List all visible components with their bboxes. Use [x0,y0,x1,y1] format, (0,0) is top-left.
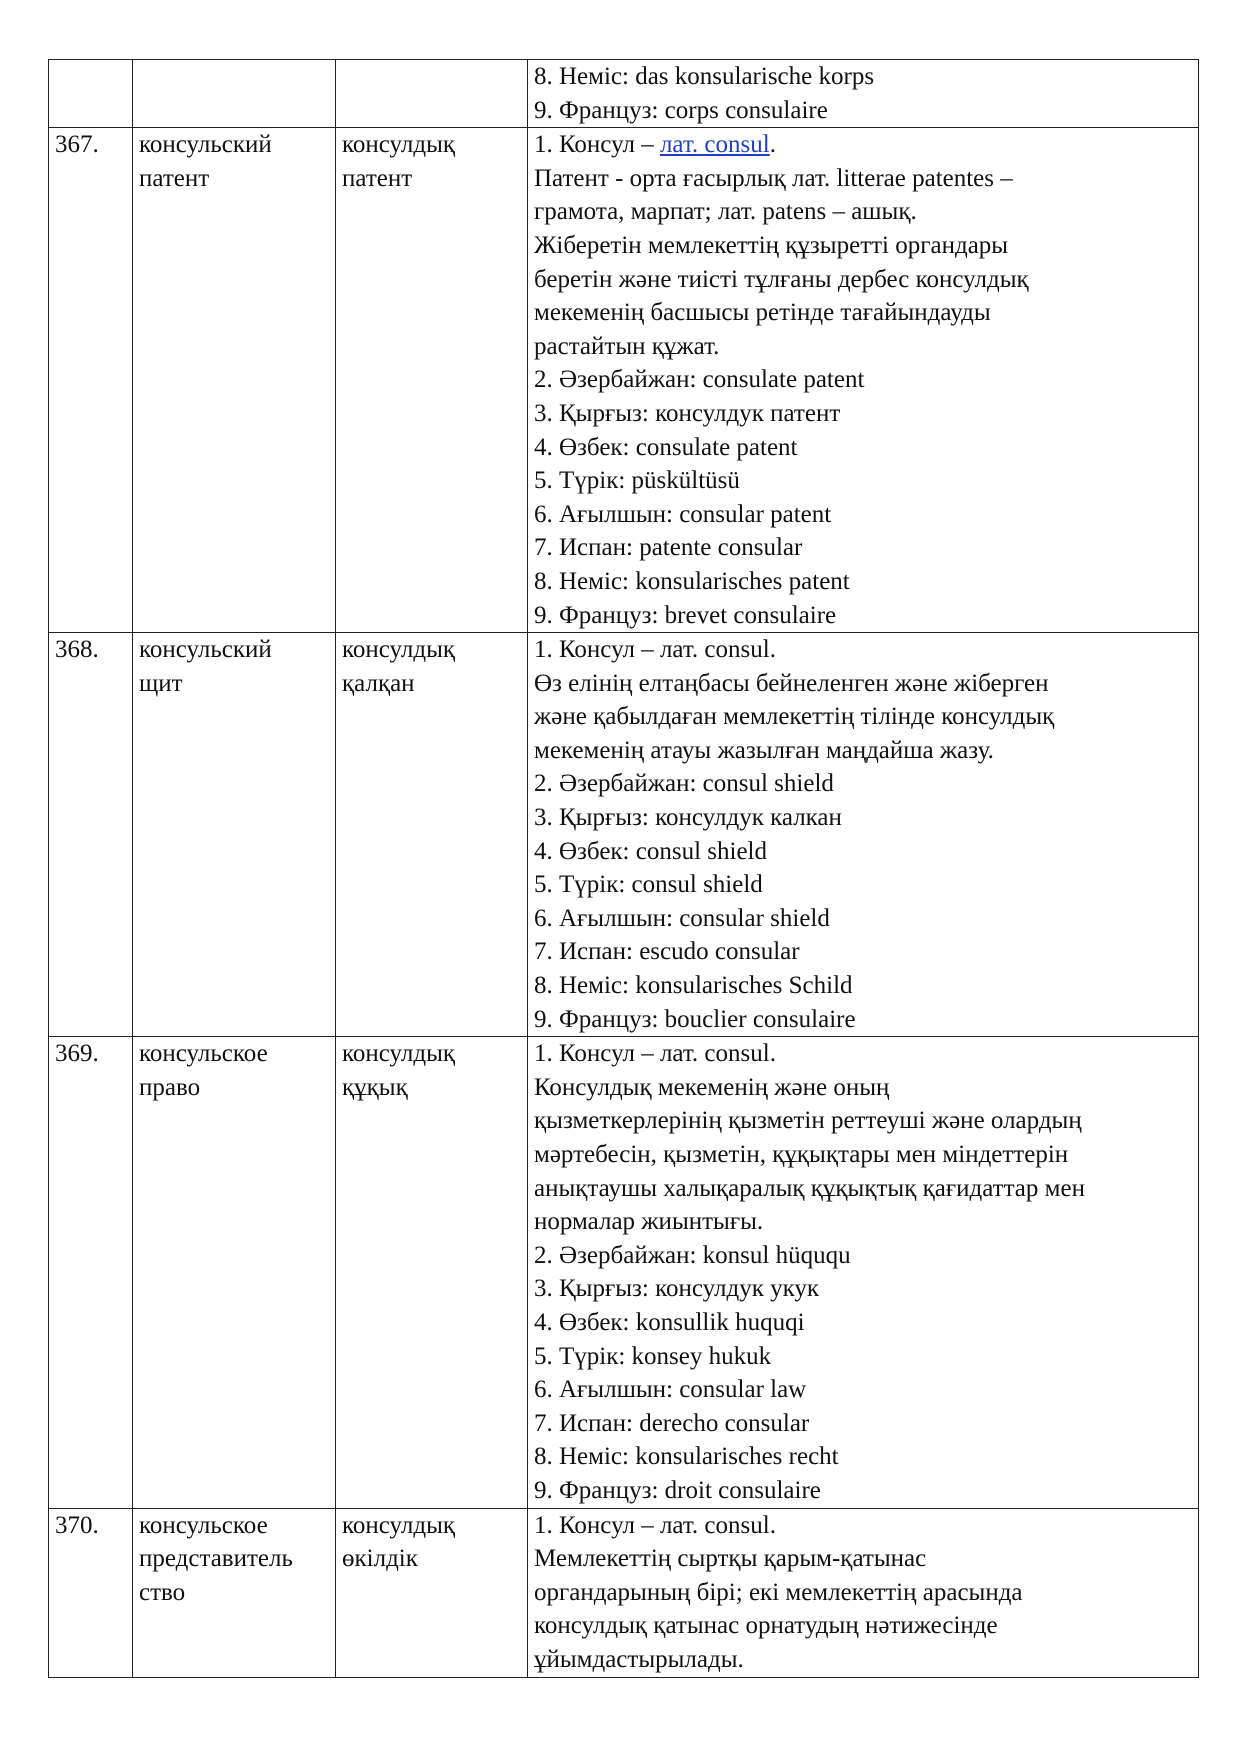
kazakh-term-line: құқық [342,1073,408,1101]
translation-line: 3. Қырғыз: консулдук патент [534,399,841,427]
definition-line: Өз елінің елтаңбасы бейнеленген және жіберген [534,669,1049,697]
definition-line: органдарының бірі; екі мемлекеттің арасында [534,1578,1023,1606]
entry-number: 369. [55,1040,99,1068]
translation-line: 4. Өзбек: consul shield [534,837,767,865]
entry-number: 368. [55,636,99,664]
definition-line: грамота, марпат; лат. patens – ашық. [534,198,917,226]
entry-number-cell [49,128,133,633]
definition-line: және қабылдаған мемлекеттің тілінде консулдық [534,703,1055,731]
kazakh-term-line: консулдық [342,1040,456,1068]
entry-number-cell [49,60,133,128]
russian-term-line: ство [139,1578,186,1606]
definition-line: қызметкерлерінің қызметін реттеуші және олардың [534,1107,1082,1135]
translation-line: 9. Француз: bouclier consulaire [534,1005,856,1033]
russian-term-line: консульское [139,1511,268,1539]
definition-line: беретін және тиісті тұлғаны дербес консулдық [534,265,1029,293]
translation-line-german: 8. Неміс: das konsularische korps [534,63,875,90]
translation-line: 7. Испан: patente consular [534,534,803,562]
translation-line: 5. Түрік: püskültüsü [534,467,740,495]
translation-line: 6. Ағылшын: consular law [534,1376,807,1404]
translation-line: 8. Неміс: konsularisches recht [534,1443,839,1471]
kazakh-term-cell [336,128,528,633]
kazakh-term-cell [336,633,528,1037]
definition-line: Мемлекеттің сыртқы қарым-қатынас [534,1545,927,1573]
entry-number: 370. [55,1511,99,1539]
translation-line: 2. Әзербайжан: konsul hüququ [534,1241,851,1269]
translation-line: 2. Әзербайжан: consul shield [534,770,834,798]
translation-line: 9. Француз: brevet consulaire [534,601,837,629]
table-row [49,633,1199,1037]
translation-line: 8. Неміс: konsularisches patent [534,567,850,595]
kazakh-term-line: патент [342,164,413,192]
definition-line: мәртебесін, қызметін, құқықтары мен міндеттерін [534,1141,1069,1168]
table-row [49,1508,1199,1677]
russian-term-line: консульское [139,1040,268,1068]
etymology-line: 1. Консул – лат. consul. [534,131,776,159]
definition-cell [528,633,1199,1037]
table-row [49,1037,1199,1508]
etymology-line: 1. Консул – лат. consul. [534,1511,776,1539]
definition-line: мекеменің басшысы ретінде тағайындауды [534,299,991,327]
entry-number-cell [49,1037,133,1508]
russian-term-cell [133,633,336,1037]
russian-term-line: право [139,1073,201,1101]
etymology-line: 1. Консул – лат. consul. [534,636,776,664]
entry-number-cell [49,633,133,1037]
definition-line: Жіберетін мемлекеттің құзыретті органдары [534,231,1009,259]
kazakh-term-line: консулдық [342,636,456,664]
translation-line: 5. Түрік: konsey hukuk [534,1342,772,1370]
document-page [48,59,1198,1678]
definition-line: Консулдық мекеменің және оның [534,1073,890,1101]
etymology-line: 1. Консул – лат. consul. [534,1040,776,1068]
russian-term-cell [133,60,336,128]
kazakh-term-cell [336,1508,528,1677]
definition-cell [528,128,1199,633]
translation-line: 4. Өзбек: konsullik huquqi [534,1308,805,1336]
definition-cell [528,60,1199,128]
russian-term-line: щит [139,669,183,697]
definition-line: консулдық қатынас орнатудың нәтижесінде [534,1612,998,1640]
russian-term-line: консульский [139,636,272,664]
kazakh-term-line: консулдық [342,1511,456,1539]
translation-line: 3. Қырғыз: консулдук калкан [534,804,842,832]
translation-line: 2. Әзербайжан: consulate patent [534,366,865,394]
etymology-link[interactable]: лат. consul [659,131,770,159]
kazakh-term-cell [336,60,528,128]
definition-line: анықтаушы халықаралық құқықтық қағидаттар мен [534,1174,1085,1202]
definition-cell [528,1508,1199,1677]
translation-line: 8. Неміс: konsularisches Schild [534,972,853,1000]
definition-line: Патент - орта ғасырлық лат. litterae patentes – [534,164,1013,192]
entry-number: 367. [55,131,99,159]
translation-line: 4. Өзбек: consulate patent [534,433,798,461]
table-row [49,128,1199,633]
definition-line: ұйымдастырылады. [534,1645,744,1673]
russian-term-line: патент [139,164,210,192]
definition-line: растайтын құжат. [534,332,720,360]
definition-line: мекеменің атауы жазылған маңдайша жазу. [534,736,994,764]
kazakh-term-cell [336,1037,528,1508]
translation-line: 6. Ағылшын: consular patent [534,500,832,528]
entry-number-cell [49,1508,133,1677]
kazakh-term-line: қалқан [342,669,415,697]
translation-line-french: 9. Француз: corps consulaire [534,96,828,124]
translation-line: 7. Испан: derecho consular [534,1409,810,1437]
russian-term-line: консульский [139,131,272,159]
russian-term-cell [133,1037,336,1508]
russian-term-cell [133,128,336,633]
kazakh-term-line: консулдық [342,131,456,159]
translation-line: 3. Қырғыз: консулдук укук [534,1275,820,1303]
definition-cell [528,1037,1199,1508]
translation-line: 5. Түрік: consul shield [534,871,763,899]
translation-line: 9. Француз: droit consulaire [534,1476,821,1504]
russian-term-cell [133,1508,336,1677]
terminology-table [48,59,1199,1678]
translation-line: 7. Испан: escudo consular [534,938,800,966]
kazakh-term-line: өкілдік [342,1545,418,1573]
definition-line: нормалар жиынтығы. [534,1208,764,1236]
translation-line: 6. Ағылшын: consular shield [534,904,830,932]
russian-term-line: представитель [139,1545,293,1573]
table-row [49,60,1199,128]
